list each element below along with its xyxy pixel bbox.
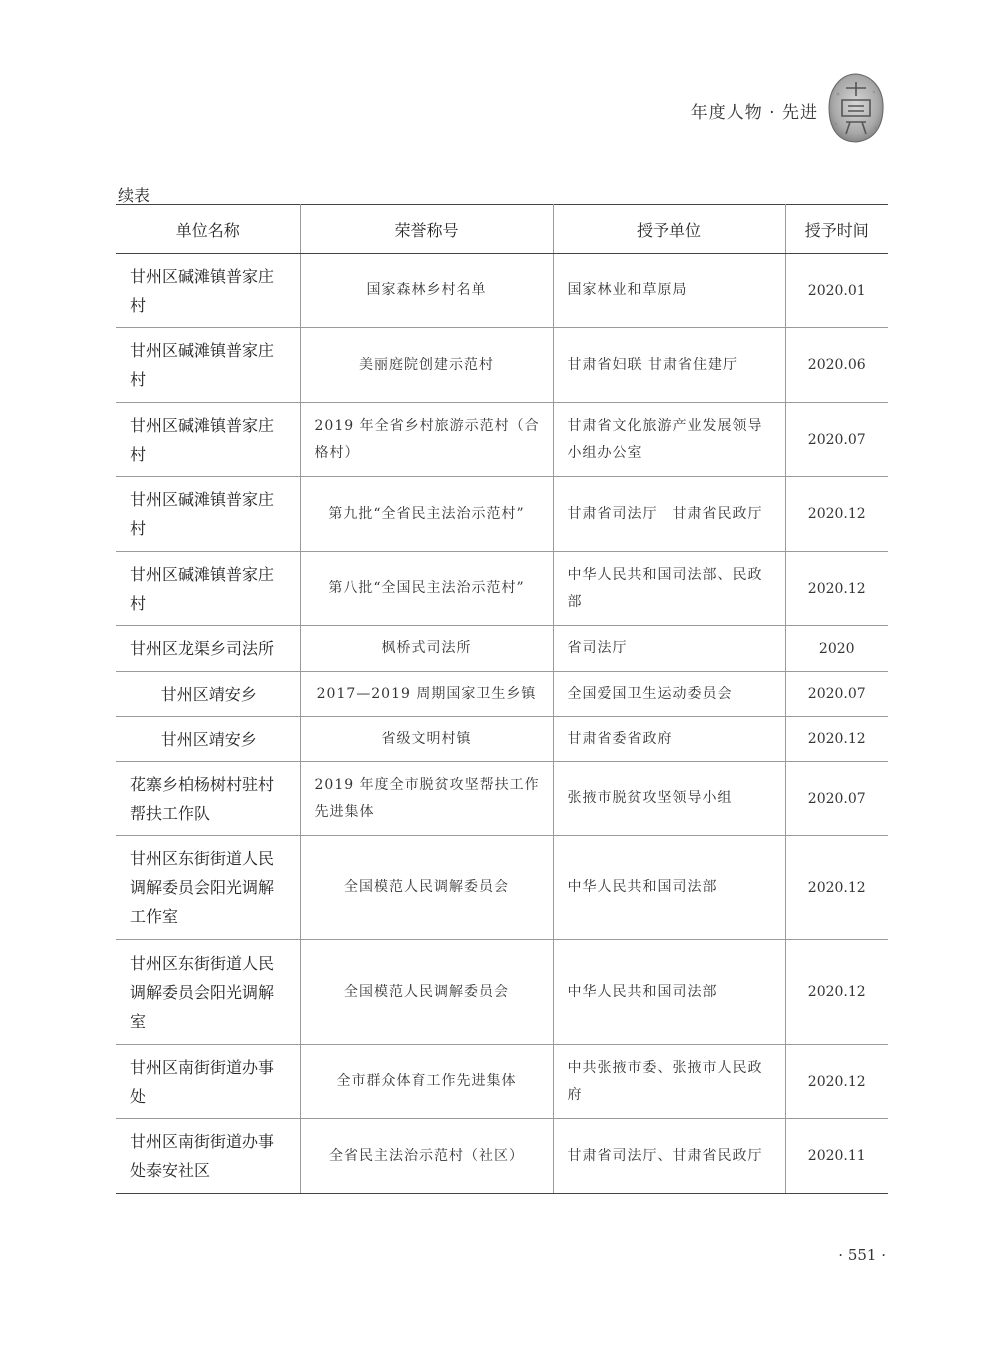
unit-cell: 甘州区东街街道人民调解委员会阳光调解室 — [116, 940, 300, 1045]
column-header-grantor: 授予单位 — [553, 205, 785, 254]
table-row — [116, 672, 888, 717]
unit-cell: 甘州区碱滩镇普家庄村 — [116, 328, 300, 403]
honors-table — [116, 204, 888, 1194]
table-row — [116, 552, 888, 626]
table-row — [116, 762, 888, 836]
grantor-cell: 甘肃省文化旅游产业发展领导小组办公室 — [553, 403, 785, 477]
date-cell: 2020.11 — [785, 1119, 888, 1194]
honor-cell: 第八批“全国民主法治示范村” — [300, 552, 553, 626]
unit-cell: 甘州区碱滩镇普家庄村 — [116, 477, 300, 552]
section-title: 年度人物 · 先进 — [690, 103, 818, 123]
unit-cell: 甘州区南街街道办事处泰安社区 — [116, 1119, 300, 1194]
page-number: · 551 · — [838, 1246, 886, 1264]
table-header-row — [116, 205, 888, 254]
honor-cell: 第九批“全省民主法治示范村” — [300, 477, 553, 552]
honor-cell: 2017—2019 周期国家卫生乡镇 — [300, 672, 553, 717]
grantor-cell: 省司法厅 — [553, 626, 785, 672]
grantor-cell: 中华人民共和国司法部 — [553, 940, 785, 1045]
table-row — [116, 717, 888, 762]
grantor-cell: 中共张掖市委、张掖市人民政府 — [553, 1045, 785, 1119]
honor-cell: 2019 年全省乡村旅游示范村（合格村） — [300, 403, 553, 477]
unit-cell: 甘州区靖安乡 — [116, 672, 300, 717]
honor-cell: 枫桥式司法所 — [300, 626, 553, 672]
honor-cell: 全国模范人民调解委员会 — [300, 940, 553, 1045]
grantor-cell: 国家林业和草原局 — [553, 254, 785, 328]
unit-cell: 甘州区靖安乡 — [116, 717, 300, 762]
grantor-cell: 张掖市脱贫攻坚领导小组 — [553, 762, 785, 836]
honor-cell: 全国模范人民调解委员会 — [300, 836, 553, 940]
date-cell: 2020.12 — [785, 477, 888, 552]
honor-cell: 2019 年度全市脱贫攻坚帮扶工作先进集体 — [300, 762, 553, 836]
table-row — [116, 626, 888, 672]
honor-cell: 国家森林乡村名单 — [300, 254, 553, 328]
grantor-cell: 全国爱国卫生运动委员会 — [553, 672, 785, 717]
table-row — [116, 477, 888, 552]
date-cell: 2020.12 — [785, 836, 888, 940]
date-cell: 2020.07 — [785, 762, 888, 836]
honor-cell: 美丽庭院创建示范村 — [300, 328, 553, 403]
date-cell: 2020 — [785, 626, 888, 672]
date-cell: 2020.12 — [785, 940, 888, 1045]
column-header-date: 授予时间 — [785, 205, 888, 254]
date-cell: 2020.07 — [785, 672, 888, 717]
table-row — [116, 1119, 888, 1194]
date-cell: 2020.06 — [785, 328, 888, 403]
unit-cell: 甘州区南街街道办事处 — [116, 1045, 300, 1119]
unit-cell: 花寨乡柏杨树村驻村帮扶工作队 — [116, 762, 300, 836]
grantor-cell: 甘肃省司法厅、甘肃省民政厅 — [553, 1119, 785, 1194]
grantor-cell: 甘肃省司法厅 甘肃省民政厅 — [553, 477, 785, 552]
table-row — [116, 836, 888, 940]
unit-cell: 甘州区碱滩镇普家庄村 — [116, 403, 300, 477]
table-continued-label: 续表 — [118, 186, 151, 205]
date-cell: 2020.12 — [785, 552, 888, 626]
table-row — [116, 1045, 888, 1119]
date-cell: 2020.12 — [785, 717, 888, 762]
grantor-cell: 甘肃省委省政府 — [553, 717, 785, 762]
column-header-honor: 荣誉称号 — [300, 205, 553, 254]
grantor-cell: 中华人民共和国司法部 — [553, 836, 785, 940]
unit-cell: 甘州区碱滩镇普家庄村 — [116, 552, 300, 626]
column-header-unit: 单位名称 — [116, 205, 300, 254]
stone-seal-icon — [826, 72, 886, 144]
unit-cell: 甘州区东街街道人民调解委员会阳光调解工作室 — [116, 836, 300, 940]
honor-cell: 省级文明村镇 — [300, 717, 553, 762]
grantor-cell: 中华人民共和国司法部、民政部 — [553, 552, 785, 626]
table-row — [116, 254, 888, 328]
table-row — [116, 940, 888, 1045]
date-cell: 2020.07 — [785, 403, 888, 477]
table-row — [116, 403, 888, 477]
honor-cell: 全市群众体育工作先进集体 — [300, 1045, 553, 1119]
date-cell: 2020.12 — [785, 1045, 888, 1119]
unit-cell: 甘州区碱滩镇普家庄村 — [116, 254, 300, 328]
date-cell: 2020.01 — [785, 254, 888, 328]
table-row — [116, 328, 888, 403]
grantor-cell: 甘肃省妇联 甘肃省住建厅 — [553, 328, 785, 403]
honor-cell: 全省民主法治示范村（社区） — [300, 1119, 553, 1194]
unit-cell: 甘州区龙渠乡司法所 — [116, 626, 300, 672]
